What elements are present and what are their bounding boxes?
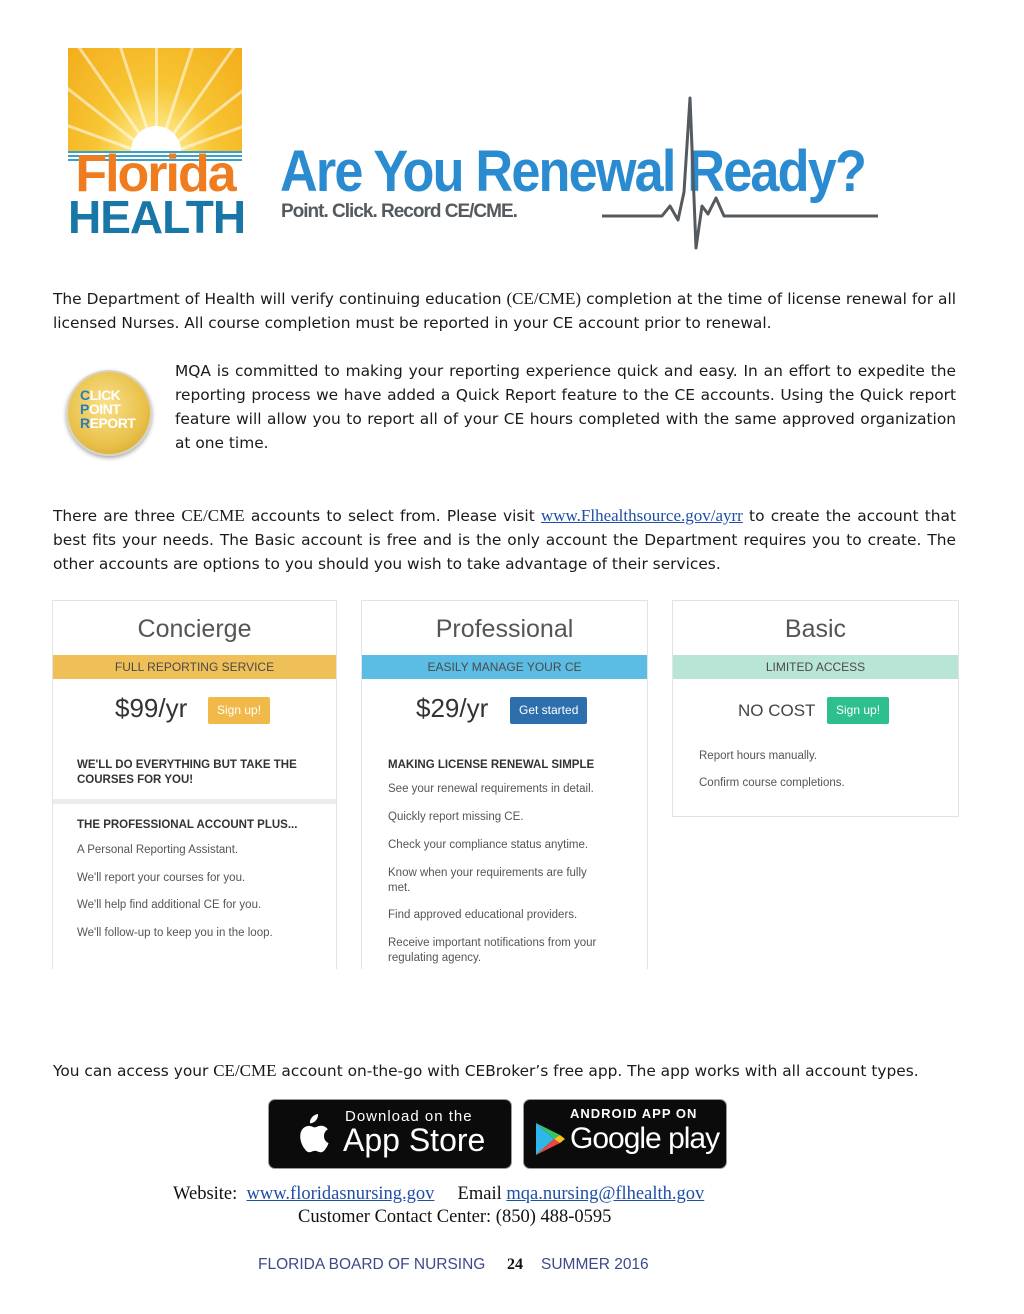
plan-feature: A Personal Reporting Assistant. [77, 844, 239, 856]
sunrise-graphic [68, 48, 242, 158]
footer-publication: FLORIDA BOARD OF NURSING [258, 1256, 486, 1273]
google-play-badge[interactable] [523, 1099, 727, 1169]
plan-feature: Report hours manually. [699, 750, 818, 762]
plan-price: $99/yr [115, 693, 188, 723]
banner-title: Are You Renewal Ready? [280, 139, 866, 204]
plan-feature: We'll help find additional CE for you. [77, 899, 262, 911]
healthsource-link[interactable]: www.Flhealthsource.gov/ayrr [540, 506, 743, 525]
professional-get-started-button[interactable]: Get started [510, 697, 587, 724]
footer-issue: SUMMER 2016 [541, 1256, 649, 1273]
quick-report-paragraph: MQA is committed to making your reporting experience quick and easy. In an effort to expedite the reporting process we have added a Quick Report feature to the CE accounts. Using the Quick report feature will allow you to report all of your CE hours completed with the same approved organization at one time. [175, 362, 956, 452]
plan-feature: Know when your requirements are fully met. [388, 867, 587, 894]
plan-price: NO COST [738, 701, 816, 720]
plan-band: LIMITED ACCESS [673, 655, 958, 679]
website-label: Website: [173, 1184, 238, 1204]
plan-heading: WE'LL DO EVERYTHING BUT TAKE THE COURSES FOR YOU! [77, 759, 297, 786]
intro-paragraph: The Department of Health will verify continuing education (CE/CME) completion at the time of license renewal for all licensed Nurses. All course completion must be reported in your CE account prior to renewal. [53, 289, 956, 332]
plan-band: FULL REPORTING SERVICE [53, 655, 336, 679]
logo-word-health: HEALTH [68, 191, 246, 243]
basic-plan-card [672, 600, 959, 817]
plan-title: Professional [435, 615, 574, 643]
email-label: Email [457, 1184, 502, 1204]
page-number: 24 [507, 1256, 523, 1273]
app-paragraph: You can access your CE/CME account on-the-go with CEBroker’s free app. The app works with all account types. [53, 1061, 919, 1080]
concierge-signup-button[interactable]: Sign up! [208, 697, 270, 724]
plan-band: EASILY MANAGE YOUR CE [362, 655, 647, 679]
plan-heading: MAKING LICENSE RENEWAL SIMPLE [388, 759, 595, 771]
plan-title: Concierge [137, 615, 252, 643]
plan-feature: Confirm course completions. [699, 777, 845, 789]
concierge-plan-card [52, 600, 337, 969]
apple-icon [291, 1110, 331, 1158]
basic-signup-button[interactable]: Sign up! [827, 697, 889, 724]
plan-feature: Find approved educational providers. [388, 909, 578, 921]
plan-price: $29/yr [416, 693, 489, 723]
plan-feature: See your renewal requirements in detail. [388, 783, 594, 795]
plan-feature: We'll report your courses for you. [77, 872, 246, 884]
plan-feature: Quickly report missing CE. [388, 811, 524, 823]
logo-word-florida: Florida [75, 145, 235, 203]
google-play-icon [534, 1122, 566, 1156]
plan-feature: Check your compliance status anytime. [388, 839, 589, 851]
app-store-large-text: App Store [343, 1122, 486, 1158]
professional-plan-card [361, 600, 648, 969]
google-play-small-text: ANDROID APP ON [570, 1106, 698, 1121]
app-store-small-text: Download on the [345, 1108, 473, 1125]
plan-feature: Receive important notifications from your regulating agency. [388, 937, 597, 964]
accounts-paragraph: There are three CE/CME accounts to select from. Please visit www.Flhealthsource.gov/ayrr to create the account that best fits your needs. The Basic account is free and is the only account the Department requires you to create. The other accounts are options to you should you wish to take advantage of their services. [53, 506, 957, 573]
app-store-badge[interactable] [268, 1099, 512, 1169]
contact-line [173, 1183, 704, 1206]
contact-center-line: Customer Contact Center: (850) 488-0595 [298, 1207, 612, 1227]
website-link[interactable]: www.floridasnursing.gov [246, 1184, 435, 1204]
heartbeat-pulse-icon [600, 96, 880, 252]
banner-tagline: Point. Click. Record CE/CME. [281, 201, 517, 222]
email-link[interactable]: mqa.nursing@flhealth.gov [506, 1184, 705, 1204]
plan-feature: We'll follow-up to keep you in the loop. [77, 927, 273, 939]
florida-health-logo [68, 48, 246, 243]
plan-title: Basic [784, 615, 847, 643]
plan-heading: THE PROFESSIONAL ACCOUNT PLUS... [77, 819, 298, 831]
google-play-large-text: Google play [570, 1122, 720, 1155]
click-point-report-badge: CLICK POINT REPORT [66, 370, 152, 456]
